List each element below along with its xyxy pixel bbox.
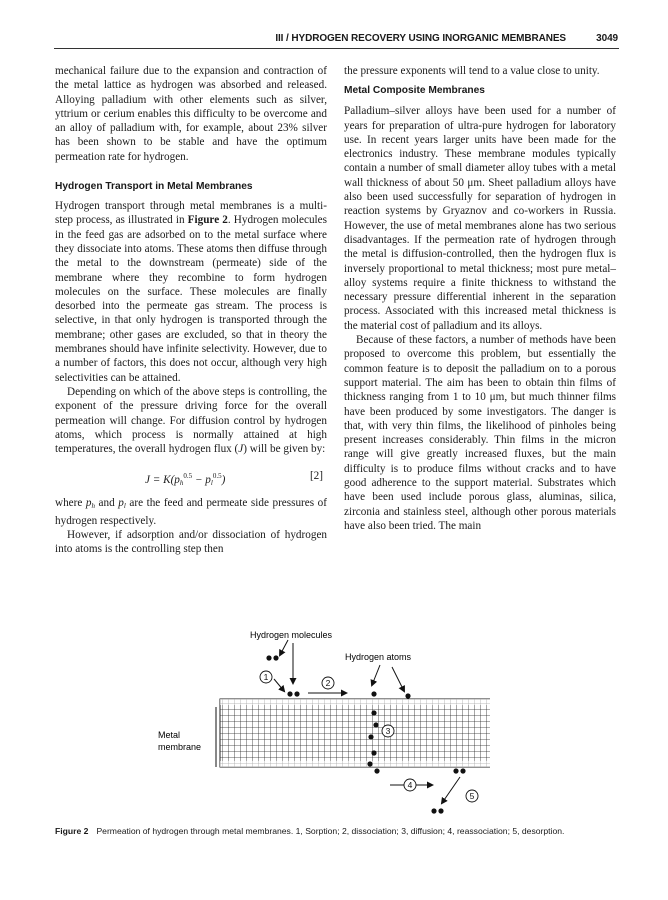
arrow-atom-2 [392, 667, 404, 691]
paragraph: the pressure exponents will tend to a value close to unity. [344, 65, 600, 77]
h-atom [294, 691, 299, 696]
step-2-marker [322, 677, 334, 689]
paragraph: Depending on which of the above steps is controlling, the exponent of the pressure driving force for the overall permeation will change. For diffusion control by hydrogen atoms, which process is normally attained at high temperatures, the overall hydrogen flux (J) will be given by: [55, 385, 327, 456]
h-atom [273, 655, 278, 660]
paragraph: Hydrogen transport through metal membranes is a multi-step process, as illustrated in Figure 2. Hydrogen molecules in the feed gas are adsorbed on to the metal surface where they dissociate into atoms. These atoms then diffuse through the metal to the downstream (permeate) side of the membrane where they recombine to form hydrogen molecules on the surface. These molecules are finally desorbed into the permeate gas stream. The process is selective, in that only hydrogen is transported through the membrane; other gases are excluded, so that in theory the membranes should have infinite selectivity. However, due to a number of factors, this does not occur, although very high selectivities can be attained. [55, 200, 327, 384]
svg-text:5: 5 [469, 791, 475, 801]
section-heading: Hydrogen Transport in Metal Membranes [55, 181, 253, 193]
h-atom [266, 655, 271, 660]
svg-text:1: 1 [263, 672, 269, 682]
running-header-title: III / HYDROGEN RECOVERY USING INORGANIC MEMBRANES [275, 33, 566, 44]
step-4-marker [404, 779, 416, 791]
arrow-molecule-in [280, 640, 288, 655]
h-atom [431, 808, 436, 813]
paragraph: mechanical failure due to the expansion and contraction of the metal lattice as hydrogen was absorbed and released. Alloying palladium with other elements such as silver, yttrium or cerium enables this difficulty to be overcome and an alloy of palladium with, for example, about 23% silver has been shown to be stable and have the optimum permeation rate for hydrogen. [55, 65, 327, 163]
label-hydrogen-molecules: Hydrogen molecules [250, 630, 333, 640]
label-hydrogen-atoms: Hydrogen atoms [345, 652, 412, 662]
h-atom [368, 734, 373, 739]
step-3-marker [382, 725, 394, 737]
figure-reference[interactable]: Figure 2 [187, 214, 228, 227]
h-atom [371, 750, 376, 755]
caption-label: Figure 2 [55, 826, 89, 836]
label-metal: Metal [158, 730, 181, 740]
header-rule [54, 48, 619, 49]
h-atom [453, 768, 458, 773]
h-atom [405, 693, 410, 698]
svg-text:2: 2 [325, 678, 331, 688]
equation-formula: $J = K(p_h^{0.5} - p_l^{0.5})$ [145, 472, 226, 488]
right-column [344, 64, 616, 533]
arrow-atom-1 [372, 665, 380, 685]
figure-caption [55, 826, 625, 836]
left-column [55, 64, 327, 557]
h-atom [367, 761, 372, 766]
equation-number: [2] [309, 470, 323, 483]
section-heading: Metal Composite Membranes [344, 85, 485, 97]
page-number: 3049 [596, 33, 618, 44]
paragraph: Because of these factors, a number of methods have been proposed to overcome this problem, but essentially the common feature is to deposit the palladium on to a porous support material. The aim has been to obtain thin films of thickness ranging from 1 to 10 μm, but much thinner films have been produced by some investigators. The danger is that, with very thin films, the likelihood of pinholes being present increases considerably. Thin films in the micron range will give greatly increased fluxes, but the main difficulty is to produce films without cracks and to have good adherence to the support material. Substrates which have been used include porous glass, aluminas, silica, zirconia and stainless steel, although other porous materials have also been tried. The main [344, 334, 616, 532]
paragraph: However, if adsorption and/or dissociation of hydrogen into atoms is the controlling step then [55, 529, 327, 556]
svg-text:3: 3 [385, 726, 391, 736]
step-5-marker [466, 790, 478, 802]
paragraph: Palladium–silver alloys have been used for a number of years for preparation of ultra-pure hydrogen for laboratory use. In recent years larger units have been made for the electronics industry. These membrane modules typically contain a number of small diameter alloy tubes with a metal wall thickness of about 50 μm. Sheet palladium alloys have also been used successfully for separation of hydrogen in reaction systems by Gryaznov and co-workers in Russia. However, the use of metal membranes alone has two serious disadvantages. If the permeation rate of hydrogen through the metal is diffusion-controlled, then the hydrogen flux is inversely proportional to metal thickness; most pure metal–alloy systems require a finite thickness to withstand the necessary pressure differential inherent in the separation process. Associated with this increased metal thickness is the material cost of palladium and its alloys. [344, 105, 616, 332]
equation [55, 462, 327, 492]
h-atom [460, 768, 465, 773]
h-atom [371, 691, 376, 696]
svg-text:4: 4 [407, 780, 413, 790]
running-header [250, 31, 618, 47]
paragraph: where $p_h$ and $p_l$ are the feed and permeate side pressures of hydrogen respectively. [55, 497, 327, 527]
figure-2-diagram [150, 625, 490, 820]
arrow-sorption [274, 679, 284, 691]
arrow-desorption [442, 777, 460, 803]
h-atom [373, 722, 378, 727]
h-atom [371, 710, 376, 715]
h-atom [287, 691, 292, 696]
step-1-marker [260, 671, 272, 683]
h-atom [438, 808, 443, 813]
caption-text: Permeation of hydrogen through metal membranes. 1, Sorption; 2, dissociation; 3, diffusion; 4, reassociation; 5, desorption. [96, 826, 565, 836]
label-membrane: membrane [158, 742, 202, 752]
h-atom [374, 768, 379, 773]
metal-membrane-lattice [220, 699, 490, 767]
